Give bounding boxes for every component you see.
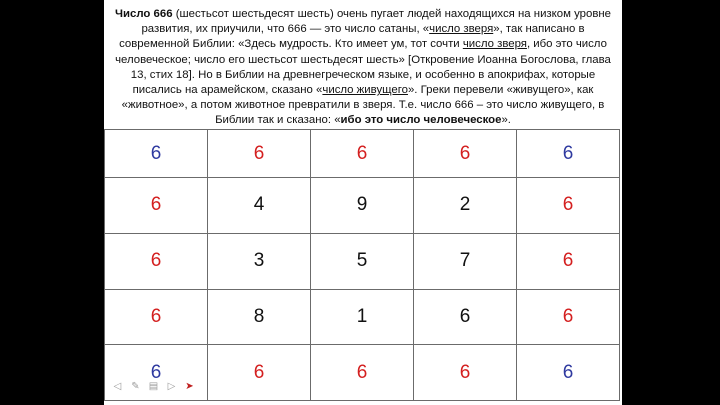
- grid-cell: 6: [105, 130, 208, 178]
- grid-cell: 6: [517, 289, 620, 345]
- grid-cell: 5: [311, 233, 414, 289]
- grid-cell: 8: [208, 289, 311, 345]
- grid-cell: 6: [414, 130, 517, 178]
- bold-phrase: ибо это число человеческое: [340, 114, 502, 127]
- slide-text: [104, 5, 622, 129]
- text-part: ».: [501, 114, 511, 127]
- grid-cell: 6: [311, 345, 414, 401]
- grid-cell: 2: [414, 178, 517, 234]
- grid-row: [105, 178, 620, 234]
- grid-cell: 6: [517, 233, 620, 289]
- previous-icon[interactable]: ◁: [113, 380, 122, 392]
- presentation-slide: [104, 0, 622, 405]
- grid-cell: 6: [414, 345, 517, 401]
- underlined-phrase: число зверя: [462, 38, 527, 51]
- grid-cell: 6: [105, 233, 208, 289]
- grid-cell: 1: [311, 289, 414, 345]
- pen-icon[interactable]: ✎: [131, 380, 140, 392]
- grid-cell: 6: [517, 178, 620, 234]
- grid-cell: 9: [311, 178, 414, 234]
- grid-cell: 6: [311, 130, 414, 178]
- text-part: », так написано в современной Библии: «Здесь мудрость. Кто имеет ум, тот сочти: [119, 23, 585, 51]
- grid-cell: 6: [414, 289, 517, 345]
- grid-cell: 6: [105, 178, 208, 234]
- grid-cell: 4: [208, 178, 311, 234]
- grid-row: [105, 233, 620, 289]
- grid-row: [105, 130, 620, 178]
- heading-phrase: Число 666: [114, 8, 173, 20]
- slide-menu-icon[interactable]: ▤: [148, 380, 159, 392]
- grid-cell: 3: [208, 233, 311, 289]
- grid-row: [105, 289, 620, 345]
- number-grid: [104, 129, 620, 401]
- text-part: , ибо это число человеческое; число его шестьсот шестьдесят шесть» [Откровение Иоанна Богослова, глава 13, стих 18]. Но в Библии на древнегреческом языке, и особенно в апокрифах, которые писались на арамейском, сказано «: [115, 38, 611, 97]
- grid-cell: 6: [208, 345, 311, 401]
- grid-cell: 6: [105, 345, 208, 401]
- underlined-phrase: число зверя: [429, 23, 494, 36]
- grid-cell: 6: [208, 130, 311, 178]
- grid-cell: 6: [517, 345, 620, 401]
- pointer-icon[interactable]: ➤: [185, 380, 194, 392]
- grid-cell: 6: [105, 289, 208, 345]
- grid-cell: 6: [517, 130, 620, 178]
- slideshow-toolbar: [112, 378, 195, 394]
- grid-cell: 7: [414, 233, 517, 289]
- text-part: ». Греки перевели «живущего», как «животное», а потом животное превратили в зверя. Т.е. число 666 – это число живущего, в Библии так и сказано: «: [121, 84, 605, 127]
- text-part: (шестьсот шестьдесят шесть) очень пугает людей находящихся на низком уровне развития, их приучили, что 666 — это число сатаны, «: [141, 8, 612, 36]
- next-icon[interactable]: ▷: [167, 380, 176, 392]
- underlined-phrase: число живущего: [322, 84, 408, 97]
